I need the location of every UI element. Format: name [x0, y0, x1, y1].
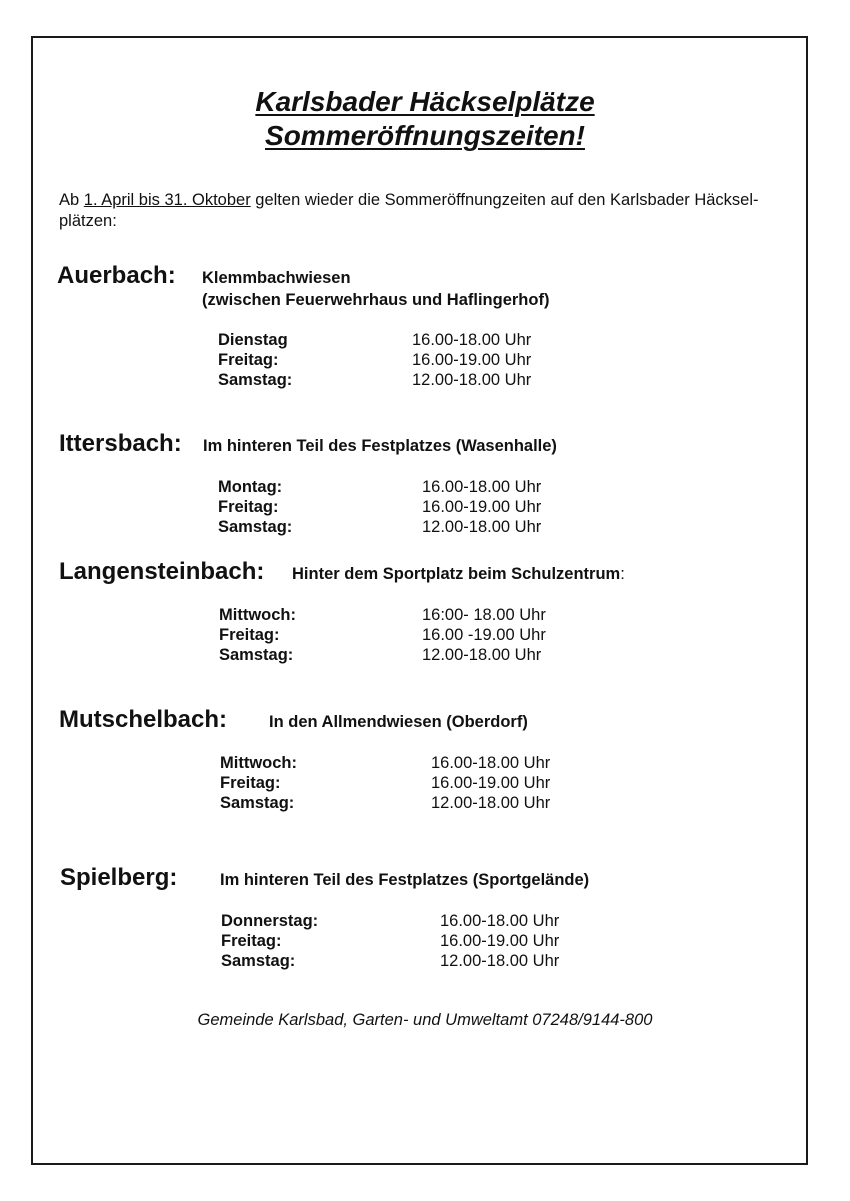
weekday: Mittwoch: — [220, 754, 297, 772]
weekday: Dienstag — [218, 331, 288, 349]
intro-prefix: Ab — [59, 191, 84, 209]
weekday: Freitag: — [218, 498, 279, 516]
hours-row — [218, 350, 618, 370]
location-text: Klemmbachwiesen — [202, 269, 351, 287]
weekday: Donnerstag: — [221, 912, 319, 930]
location-text-line-2: (zwischen Feuerwehrhaus und Haflingerhof) — [202, 291, 550, 309]
hours-row — [221, 951, 621, 971]
weekday: Freitag: — [219, 626, 280, 644]
hours-row — [218, 370, 618, 390]
hours-row — [221, 931, 621, 951]
hours: 16.00 -19.00 Uhr — [422, 626, 546, 644]
weekday: Samstag: — [219, 646, 294, 664]
title-line-2: Sommeröffnungszeiten! — [265, 120, 585, 151]
weekday: Samstag: — [221, 952, 296, 970]
hours-row — [218, 477, 618, 497]
hours: 12.00-18.00 Uhr — [440, 952, 560, 970]
opening-hours-list — [218, 477, 618, 537]
opening-hours-list — [221, 911, 621, 971]
hours: 12.00-18.00 Uhr — [431, 794, 551, 812]
opening-hours-list — [220, 753, 620, 813]
hours-row — [218, 330, 618, 350]
intro-text — [59, 190, 799, 232]
title-line-1: Karlsbader Häckselplätze — [255, 86, 595, 117]
weekday: Mittwoch: — [219, 606, 296, 624]
hours: 12.00-18.00 Uhr — [422, 518, 542, 536]
intro-dates: 1. April bis 31. Oktober — [83, 191, 251, 209]
hours: 12.00-18.00 Uhr — [412, 371, 532, 389]
location-text: Im hinteren Teil des Festplatzes (Wasenhalle) — [203, 437, 557, 455]
opening-hours-list — [219, 605, 619, 665]
location-main: Hinter dem Sportplatz beim Schulzentrum — [292, 565, 621, 583]
hours: 16.00-18.00 Uhr — [422, 478, 542, 496]
weekday: Samstag: — [218, 371, 293, 389]
place-name: Spielberg: — [60, 864, 178, 891]
weekday: Montag: — [218, 478, 283, 496]
hours: 16.00-19.00 Uhr — [431, 774, 551, 792]
hours-row — [220, 753, 620, 773]
hours: 12.00-18.00 Uhr — [422, 646, 542, 664]
footer-contact: Gemeinde Karlsbad, Garten- und Umweltamt 07248/9144-800 — [197, 1011, 653, 1029]
hours: 16:00- 18.00 Uhr — [422, 606, 546, 624]
place-name: Auerbach: — [57, 262, 176, 289]
hours-row — [221, 911, 621, 931]
hours-row — [219, 645, 619, 665]
hours-row — [219, 625, 619, 645]
hours: 16.00-19.00 Uhr — [440, 932, 560, 950]
hours-row — [219, 605, 619, 625]
hours-row — [220, 793, 620, 813]
hours: 16.00-18.00 Uhr — [412, 331, 532, 349]
hours-row — [218, 517, 618, 537]
place-name: Mutschelbach: — [59, 706, 228, 733]
location-colon: : — [620, 565, 625, 583]
hours: 16.00-19.00 Uhr — [412, 351, 532, 369]
weekday: Freitag: — [221, 932, 282, 950]
location-text — [292, 564, 625, 585]
weekday: Freitag: — [220, 774, 281, 792]
opening-hours-list — [218, 330, 618, 390]
hours-row — [218, 497, 618, 517]
intro-line-2: plätzen: — [59, 212, 117, 230]
weekday: Samstag: — [218, 518, 293, 536]
weekday: Freitag: — [218, 351, 279, 369]
weekday: Samstag: — [220, 794, 295, 812]
hours: 16.00-19.00 Uhr — [422, 498, 542, 516]
hours: 16.00-18.00 Uhr — [440, 912, 560, 930]
intro-suffix: gelten wieder die Sommeröffnungzeiten auf den Karlsbader Häcksel- — [250, 191, 759, 209]
hours-row — [220, 773, 620, 793]
location-text: Im hinteren Teil des Festplatzes (Sportgelände) — [220, 871, 590, 889]
place-name: Ittersbach: — [59, 430, 182, 457]
place-name: Langensteinbach: — [59, 558, 265, 585]
location-text: In den Allmendwiesen (Oberdorf) — [269, 713, 528, 731]
hours: 16.00-18.00 Uhr — [431, 754, 551, 772]
